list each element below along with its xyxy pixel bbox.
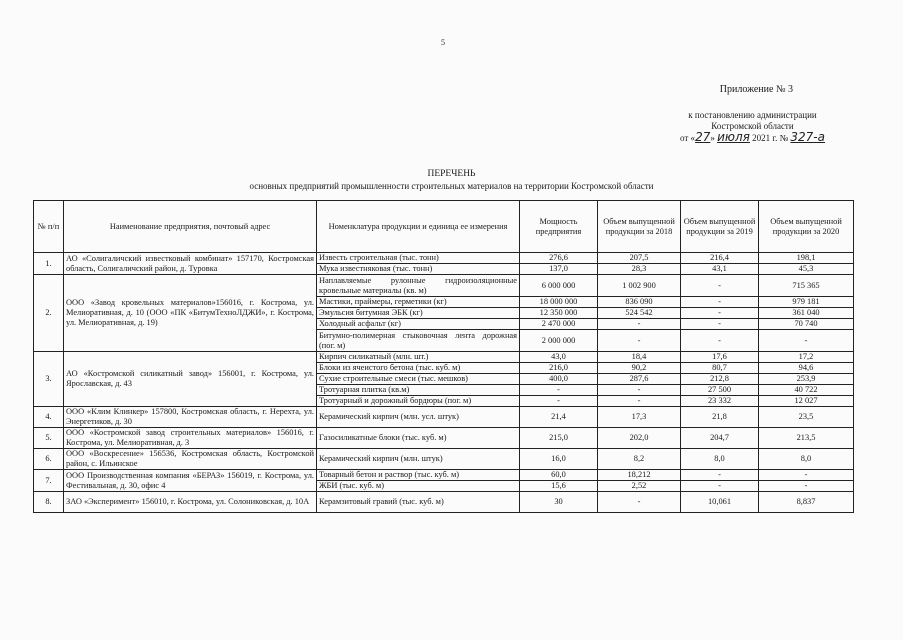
company-number: 2. bbox=[34, 275, 64, 352]
product-name: Керамический кирпич (млн. усл. штук) bbox=[317, 407, 520, 428]
product-name: Керамический кирпич (млн. штук) bbox=[317, 449, 520, 470]
output-2018: - bbox=[598, 319, 681, 330]
product-capacity: 6 000 000 bbox=[520, 275, 598, 297]
header-2018: Объем выпущенной продукции за 2018 bbox=[598, 201, 681, 253]
output-2020: - bbox=[759, 470, 854, 481]
decree-line-2: Костромской области bbox=[711, 121, 794, 131]
output-2019: - bbox=[681, 275, 759, 297]
output-2018: - bbox=[598, 385, 681, 396]
output-2020: 213,5 bbox=[759, 428, 854, 449]
output-2018: 18,212 bbox=[598, 470, 681, 481]
output-2018: 287,6 bbox=[598, 374, 681, 385]
product-name: Наплавляемые рулонные гидроизоляционные кровельные материалы (кв. м) bbox=[317, 275, 520, 297]
output-2018: 207,5 bbox=[598, 253, 681, 264]
table-row bbox=[34, 470, 854, 481]
product-capacity: 12 350 000 bbox=[520, 308, 598, 319]
output-2019: 17,6 bbox=[681, 352, 759, 363]
company-number: 6. bbox=[34, 449, 64, 470]
product-capacity: 15,6 bbox=[520, 481, 598, 492]
product-capacity: 18 000 000 bbox=[520, 297, 598, 308]
output-2018: 202,0 bbox=[598, 428, 681, 449]
output-2020: - bbox=[759, 330, 854, 352]
decree-date-line bbox=[680, 132, 825, 144]
company-name: ЗАО «Эксперимент» 156010, г. Кострома, ул. Солониковская, д. 10А bbox=[64, 492, 317, 513]
table-body bbox=[34, 253, 854, 513]
company-number: 1. bbox=[34, 253, 64, 275]
output-2018: - bbox=[598, 492, 681, 513]
header-2019: Объем выпущенной продукции за 2019 bbox=[681, 201, 759, 253]
product-capacity: 137,0 bbox=[520, 264, 598, 275]
output-2020: - bbox=[759, 481, 854, 492]
product-capacity: 30 bbox=[520, 492, 598, 513]
output-2020: 198,1 bbox=[759, 253, 854, 264]
output-2018: 2,52 bbox=[598, 481, 681, 492]
decree-year-no: 2021 г. № bbox=[749, 133, 791, 143]
company-number: 4. bbox=[34, 407, 64, 428]
table-row bbox=[34, 428, 854, 449]
output-2019: 43,1 bbox=[681, 264, 759, 275]
product-name: Холодный асфальт (кг) bbox=[317, 319, 520, 330]
output-2019: 212,8 bbox=[681, 374, 759, 385]
product-capacity: 60,0 bbox=[520, 470, 598, 481]
header-2020: Объем выпущенной продукции за 2020 bbox=[759, 201, 854, 253]
output-2019: 204,7 bbox=[681, 428, 759, 449]
output-2020: 12 027 bbox=[759, 396, 854, 407]
output-2020: 8,0 bbox=[759, 449, 854, 470]
table-row bbox=[34, 352, 854, 363]
output-2018: - bbox=[598, 396, 681, 407]
product-capacity: 2 470 000 bbox=[520, 319, 598, 330]
company-name: ООО «Воскресение» 156536, Костромская область, Костромской район, с. Ильинское bbox=[64, 449, 317, 470]
decree-line-1: к постановлению администрации bbox=[688, 110, 817, 120]
output-2019: 80,7 bbox=[681, 363, 759, 374]
appendix-label: Приложение № 3 bbox=[719, 84, 793, 95]
product-capacity: - bbox=[520, 396, 598, 407]
table-row bbox=[34, 492, 854, 513]
output-2019: - bbox=[681, 470, 759, 481]
product-name: Битумно-полимерная стыковочная лента дорожная (пог. м) bbox=[317, 330, 520, 352]
product-capacity: - bbox=[520, 385, 598, 396]
company-name: АО «Солигаличский известковый комбинат» 157170, Костромская область, Солигаличский район, д. Туровка bbox=[64, 253, 317, 275]
product-capacity: 215,0 bbox=[520, 428, 598, 449]
table-row bbox=[34, 275, 854, 297]
output-2020: 45,3 bbox=[759, 264, 854, 275]
product-name: Сухие строительные смеси (тыс. мешков) bbox=[317, 374, 520, 385]
product-name: Тротуарный и дорожный бордюры (пог. м) bbox=[317, 396, 520, 407]
output-2020: 979 181 bbox=[759, 297, 854, 308]
decree-date-sep: » bbox=[710, 133, 715, 143]
output-2020: 40 722 bbox=[759, 385, 854, 396]
document-title: ПЕРЕЧЕНЬ bbox=[427, 169, 476, 179]
company-number: 3. bbox=[34, 352, 64, 407]
output-2019: - bbox=[681, 330, 759, 352]
product-name: Керамзитовый гравий (тыс. куб. м) bbox=[317, 492, 520, 513]
document-subtitle: основных предприятий промышленности строительных материалов на территории Костромской области bbox=[249, 181, 654, 191]
output-2019: - bbox=[681, 481, 759, 492]
output-2020: 70 740 bbox=[759, 319, 854, 330]
product-capacity: 21,4 bbox=[520, 407, 598, 428]
output-2020: 715 365 bbox=[759, 275, 854, 297]
output-2019: 10,061 bbox=[681, 492, 759, 513]
product-name: Товарный бетон и раствор (тыс. куб. м) bbox=[317, 470, 520, 481]
page-number: 5 bbox=[441, 38, 445, 47]
product-capacity: 43,0 bbox=[520, 352, 598, 363]
product-name: Тротуарная плитка (кв.м) bbox=[317, 385, 520, 396]
output-2019: 8,0 bbox=[681, 449, 759, 470]
company-name: ООО «Клим Клинкер» 157800, Костромская область, г. Нерехта, ул. Энергетиков, д. 30 bbox=[64, 407, 317, 428]
output-2018: 524 542 bbox=[598, 308, 681, 319]
output-2019: 27 500 bbox=[681, 385, 759, 396]
company-name: АО «Костромской силикатный завод» 156001, г. Кострома, ул. Ярославская, д. 43 bbox=[64, 352, 317, 407]
product-name: Известь строительная (тыс. тонн) bbox=[317, 253, 520, 264]
output-2018: 18,4 bbox=[598, 352, 681, 363]
decree-number: 327-а bbox=[790, 130, 825, 144]
decree-date-prefix: от « bbox=[679, 133, 696, 143]
company-name: ООО Производственная компания «БЕРАЗ» 156019, г. Кострома, ул. Фестивальная, д. 30, офис 4 bbox=[64, 470, 317, 492]
product-capacity: 16,0 bbox=[520, 449, 598, 470]
output-2019: 21,8 bbox=[681, 407, 759, 428]
company-number: 5. bbox=[34, 428, 64, 449]
product-name: ЖБИ (тыс. куб. м) bbox=[317, 481, 520, 492]
header-num: № п/п bbox=[34, 201, 64, 253]
header-capacity: Мощность предприятия bbox=[520, 201, 598, 253]
output-2020: 23,5 bbox=[759, 407, 854, 428]
output-2019: 216,4 bbox=[681, 253, 759, 264]
output-2020: 8,837 bbox=[759, 492, 854, 513]
product-capacity: 216,0 bbox=[520, 363, 598, 374]
output-2018: - bbox=[598, 330, 681, 352]
decree-day: 27 bbox=[695, 130, 711, 144]
decree-reference bbox=[680, 110, 825, 144]
output-2018: 8,2 bbox=[598, 449, 681, 470]
product-name: Газосиликатные блоки (тыс. куб. м) bbox=[317, 428, 520, 449]
table-row bbox=[34, 253, 854, 264]
output-2020: 361 040 bbox=[759, 308, 854, 319]
product-name: Кирпич силикатный (млн. шт.) bbox=[317, 352, 520, 363]
output-2020: 94,6 bbox=[759, 363, 854, 374]
decree-month: июля bbox=[717, 130, 750, 144]
output-2018: 17,3 bbox=[598, 407, 681, 428]
output-2019: - bbox=[681, 297, 759, 308]
company-number: 7. bbox=[34, 470, 64, 492]
output-2019: 23 332 bbox=[681, 396, 759, 407]
output-2018: 1 002 900 bbox=[598, 275, 681, 297]
product-name: Эмульсия битумная ЭБК (кг) bbox=[317, 308, 520, 319]
product-capacity: 400,0 bbox=[520, 374, 598, 385]
company-name: ООО «Костромской завод строительных материалов» 156016, г. Кострома, ул. Мелиоративная, д. 3 bbox=[64, 428, 317, 449]
output-2020: 253,9 bbox=[759, 374, 854, 385]
header-name: Наименование предприятия, почтовый адрес bbox=[64, 201, 317, 253]
output-2018: 28,3 bbox=[598, 264, 681, 275]
output-2019: - bbox=[681, 308, 759, 319]
product-capacity: 2 000 000 bbox=[520, 330, 598, 352]
enterprises-table bbox=[33, 200, 854, 513]
output-2019: - bbox=[681, 319, 759, 330]
product-name: Мука известняковая (тыс. тонн) bbox=[317, 264, 520, 275]
product-capacity: 276,6 bbox=[520, 253, 598, 264]
company-name: ООО «Завод кровельных материалов»156016, г. Кострома, ул. Мелиоративная, д. 10 (ООО «ПК «БитумТехноЛДЖИ», г. Кострома, ул. Мелиоративная, д. 19) bbox=[64, 275, 317, 352]
output-2018: 90,2 bbox=[598, 363, 681, 374]
table-row bbox=[34, 407, 854, 428]
company-number: 8. bbox=[34, 492, 64, 513]
product-name: Мастики, праймеры, герметики (кг) bbox=[317, 297, 520, 308]
output-2018: 836 090 bbox=[598, 297, 681, 308]
header-product: Номенклатура продукции и единица ее измерения bbox=[317, 201, 520, 253]
table-row bbox=[34, 449, 854, 470]
product-name: Блоки из ячеистого бетона (тыс. куб. м) bbox=[317, 363, 520, 374]
output-2020: 17,2 bbox=[759, 352, 854, 363]
